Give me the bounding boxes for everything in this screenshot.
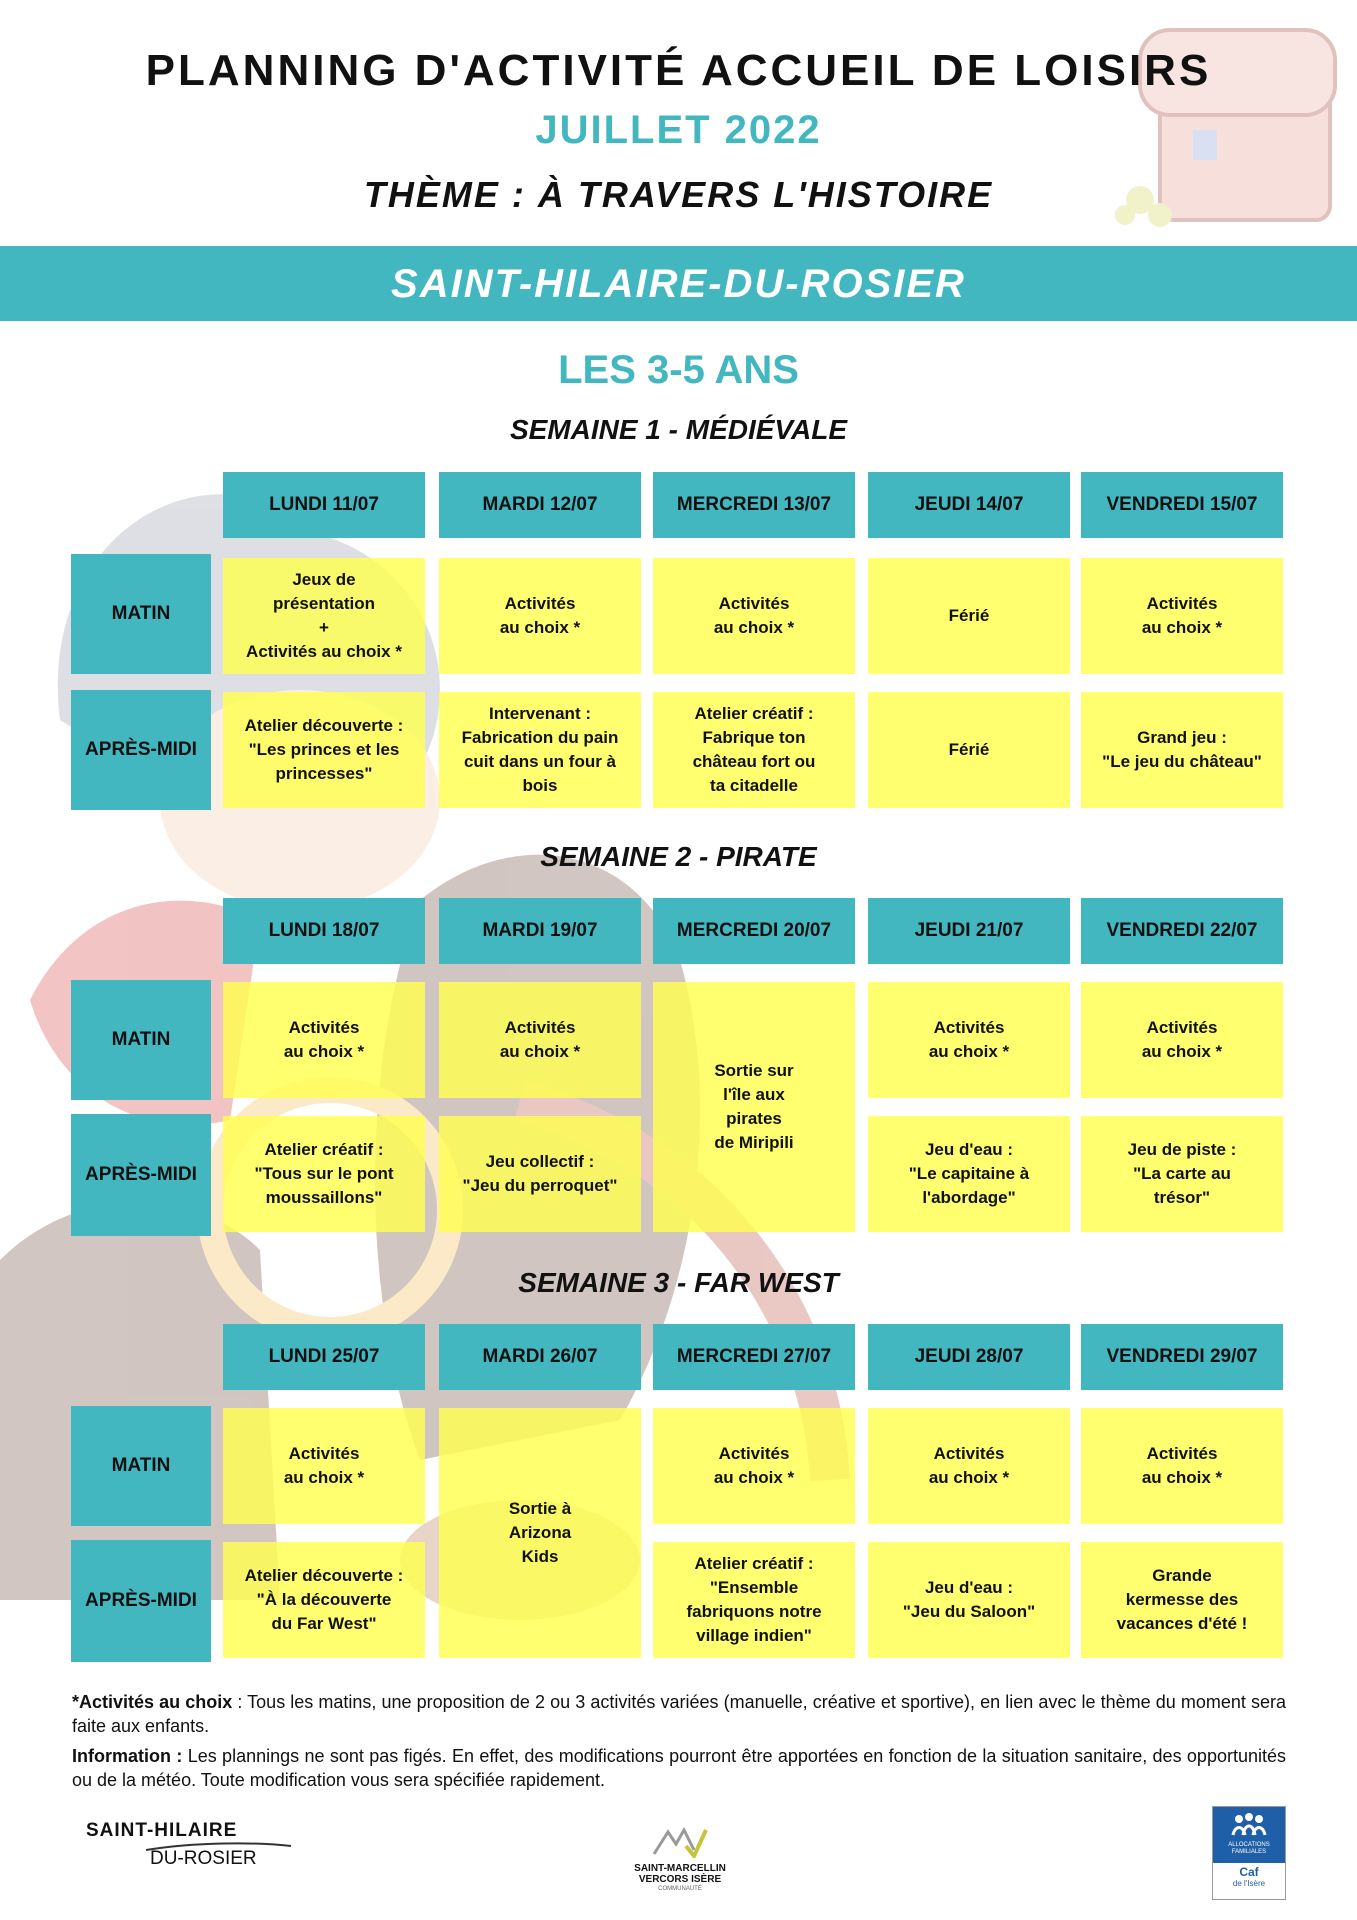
choice-note-text: : Tous les matins, une proposition de 2 ou 3 activités variées (manuelle, créative et sportive), en lien avec le thème du moment sera faite aux enfants.: [72, 1692, 1286, 1736]
activity-cell: Férié: [868, 558, 1070, 674]
row-header-morning: MATIN: [71, 554, 211, 674]
activity-cell: Activités au choix *: [1081, 558, 1283, 674]
caf-logo-line3: Caf: [1239, 1865, 1259, 1879]
town-logo-line1: SAINT-HILAIRE: [86, 1820, 238, 1841]
choice-note: [72, 1690, 1286, 1738]
week-title: SEMAINE 2 - PIRATE: [540, 841, 817, 872]
activity-cell-merged: Sortie à Arizona Kids: [439, 1408, 641, 1658]
activity-cell: Activités au choix *: [653, 1408, 855, 1524]
row-header-afternoon: APRÈS-MIDI: [71, 1114, 211, 1236]
activity-cell: Intervenant : Fabrication du pain cuit dans un four à bois: [439, 692, 641, 808]
activity-cell: Activités au choix *: [653, 558, 855, 674]
caf-logo: [1212, 1806, 1286, 1900]
row-header-morning: MATIN: [71, 980, 211, 1100]
activity-cell: Atelier créatif : Fabrique ton château fort ou ta citadelle: [653, 692, 855, 808]
activity-cell: Atelier découverte : "Les princes et les princesses": [223, 692, 425, 808]
week-title: SEMAINE 3 - FAR WEST: [518, 1267, 839, 1298]
footnotes: [72, 1690, 1286, 1798]
community-logo-line3: COMMUNAUTÉ: [658, 1886, 702, 1892]
caf-logo-line2: FAMILIALES: [1231, 1849, 1267, 1855]
activity-cell: Atelier créatif : "Ensemble fabriquons notre village indien": [653, 1542, 855, 1658]
community-logo-line2: VERCORS ISÈRE: [638, 1874, 722, 1885]
activity-cell: Grande kermesse des vacances d'été !: [1081, 1542, 1283, 1658]
activity-cell: Activités au choix *: [223, 1408, 425, 1524]
day-header: MARDI 26/07: [439, 1324, 641, 1390]
town-logo: [86, 1820, 296, 1870]
mountain-icon: [650, 1824, 710, 1858]
activity-cell: Activités au choix *: [1081, 982, 1283, 1098]
activity-cell: Activités au choix *: [439, 558, 641, 674]
month-subtitle: JUILLET 2022: [535, 108, 822, 152]
day-header: MERCREDI 20/07: [653, 898, 855, 964]
activity-cell: Activités au choix *: [868, 1408, 1070, 1524]
activity-cell-merged: Sortie sur l'île aux pirates de Miripili: [653, 982, 855, 1232]
activity-cell: Grand jeu : "Le jeu du château": [1081, 692, 1283, 808]
caf-logo-line4: de l'Isère: [1232, 1879, 1266, 1888]
row-header-afternoon: APRÈS-MIDI: [71, 690, 211, 810]
activity-cell: Jeu d'eau : "Le capitaine à l'abordage": [868, 1116, 1070, 1232]
day-header: LUNDI 25/07: [223, 1324, 425, 1390]
day-header: MERCREDI 13/07: [653, 472, 855, 538]
day-header: VENDREDI 22/07: [1081, 898, 1283, 964]
day-header: JEUDI 21/07: [868, 898, 1070, 964]
info-note: [72, 1744, 1286, 1792]
activity-cell: Jeu collectif : "Jeu du perroquet": [439, 1116, 641, 1232]
family-icon: [1229, 1811, 1269, 1837]
week-title: SEMAINE 1 - MÉDIÉVALE: [509, 414, 848, 445]
theme-subtitle: THÈME : À TRAVERS L'HISTOIRE: [363, 174, 994, 215]
info-note-term: Information :: [72, 1746, 183, 1766]
day-header: JEUDI 14/07: [868, 472, 1070, 538]
activity-cell: Jeux de présentation + Activités au choix *: [223, 558, 425, 674]
location-label: SAINT-HILAIRE-DU-ROSIER: [391, 262, 966, 306]
caf-logo-top: [1213, 1807, 1285, 1863]
activity-cell: Férié: [868, 692, 1070, 808]
info-note-text: Les plannings ne sont pas figés. En effet, des modifications pourront être apportées en fonction de la situation sanitaire, des opportunités ou de la météo. Toute modification vous sera spécifiée rapidement.: [72, 1746, 1286, 1790]
age-group-heading: LES 3-5 ANS: [558, 348, 799, 392]
page-title: PLANNING D'ACTIVITÉ ACCUEIL DE LOISIRS: [145, 46, 1212, 95]
day-header: VENDREDI 29/07: [1081, 1324, 1283, 1390]
day-header: MARDI 19/07: [439, 898, 641, 964]
day-header: LUNDI 11/07: [223, 472, 425, 538]
activity-cell: Jeu d'eau : "Jeu du Saloon": [868, 1542, 1070, 1658]
day-header: MARDI 12/07: [439, 472, 641, 538]
activity-cell: Activités au choix *: [1081, 1408, 1283, 1524]
activity-cell: Jeu de piste : "La carte au trésor": [1081, 1116, 1283, 1232]
caf-logo-line1: ALLOCATIONS: [1228, 1842, 1270, 1848]
activity-cell: Activités au choix *: [439, 982, 641, 1098]
activity-cell: Atelier créatif : "Tous sur le pont moussaillons": [223, 1116, 425, 1232]
town-logo-line2: DU-ROSIER: [150, 1848, 257, 1869]
community-logo-line1: SAINT-MARCELLIN: [634, 1863, 726, 1874]
day-header: VENDREDI 15/07: [1081, 472, 1283, 538]
day-header: LUNDI 18/07: [223, 898, 425, 964]
activity-cell: Atelier découverte : "À la découverte du Far West": [223, 1542, 425, 1658]
day-header: MERCREDI 27/07: [653, 1324, 855, 1390]
row-header-morning: MATIN: [71, 1406, 211, 1526]
community-logo: [620, 1824, 740, 1893]
activity-cell: Activités au choix *: [868, 982, 1070, 1098]
activity-cell: Activités au choix *: [223, 982, 425, 1098]
day-header: JEUDI 28/07: [868, 1324, 1070, 1390]
row-header-afternoon: APRÈS-MIDI: [71, 1540, 211, 1662]
choice-note-term: *Activités au choix: [72, 1692, 233, 1712]
